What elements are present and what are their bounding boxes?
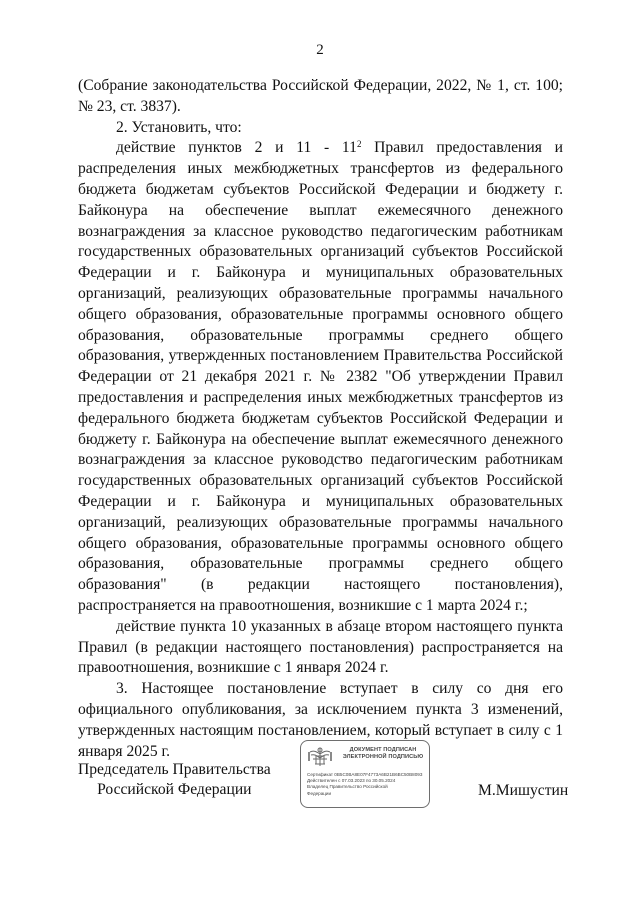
signatory-position (78, 760, 271, 800)
paragraph-source-reference: (Собрание законодательства Российской Федерации, 2022, № 1, ст. 100; № 23, ст. 3837). (78, 77, 563, 115)
superscript-2: 2 (356, 139, 362, 150)
stamp-certificate: Сертификат 0B5C0BA8E07F4773A6B21B6BC50B8093 (307, 772, 423, 777)
stamp-owner-line-2: Федерации (307, 790, 332, 796)
stamp-details (307, 772, 427, 797)
stamp-title-line-2: ЭЛЕКТРОННОЙ ПОДПИСЬЮ (342, 754, 424, 760)
document-body (78, 76, 563, 762)
signatory-position-line-2: Российской Федерации (97, 781, 252, 798)
page-number: 2 (316, 42, 324, 58)
paragraph-clause-2-rules (78, 138, 563, 616)
coat-of-arms-icon (306, 746, 334, 768)
clause-2-rules-text-rest: Правил предоставления и распределения иных межбюджетных трансфертов из федерального бюджета бюджетам субъектов Российской Федерации и бюджету г. Байконура на обеспечение выплат ежемесячного денежного вознаграждения за классное руководство педагогическим работникам государственных образовательных организаций субъектов Российской Федерации и г. Байконура и муниципальных образовательных организаций, реализующих образовательные программы начального общего образования, образовательные программы основного общего образования, образовательные программы среднего общего образования, утвержденных постановлением Правительства Российской Федерации от 21 декабря 2021 г. № 2382 "Об утверждении Правил предоставления и распределения иных межбюджетных трансфертов из федерального бюджета бюджетам субъектов Российской Федерации и бюджету г. Байконура на обеспечение выплат ежемесячного денежного вознаграждения за классное руководство педагогическим работникам государственных образовательных организаций субъектов Российской Федерации и г. Байконура и муниципальных образовательных организаций, реализующих образовательные программы начального общего образования, образовательные программы основного общего образования, образовательные программы среднего общего образования" (в редакции настоящего постановления), распространяется на правоотношения, возникшие с 1 марта 2024 г.; (78, 139, 563, 614)
electronic-signature-stamp (300, 740, 430, 808)
stamp-owner-line-1: Владелец Правительство Российской (307, 784, 388, 790)
signatory-position-line-1: Председатель Правительства (78, 761, 271, 778)
paragraph-clause-2-point-10: действие пункта 10 указанных в абзаце втором настоящего пункта Правил (в редакции настоящего постановления) распространяется на правоотношения, возникшие с 1 января 2024 г. (78, 617, 563, 677)
stamp-validity: Действителен с 07.03.2023 по 30.05.2024 (307, 778, 396, 784)
paragraph-clause-2-intro: 2. Установить, что: (116, 118, 242, 136)
paragraph-clause-3: 3. Настоящее постановление вступает в силу со дня его официального опубликования, за исключением пункта 3 изменений, утвержденных настоящим постановлением, который вступает в силу с 1 января 2025 г. (78, 680, 563, 760)
stamp-title (339, 747, 427, 761)
clause-2-rules-text-start: действие пунктов 2 и 11 - 11 (116, 139, 357, 157)
stamp-title-line-1: ДОКУМЕНТ ПОДПИСАН (349, 747, 417, 753)
signatory-name: М.Мишустин (478, 782, 569, 799)
